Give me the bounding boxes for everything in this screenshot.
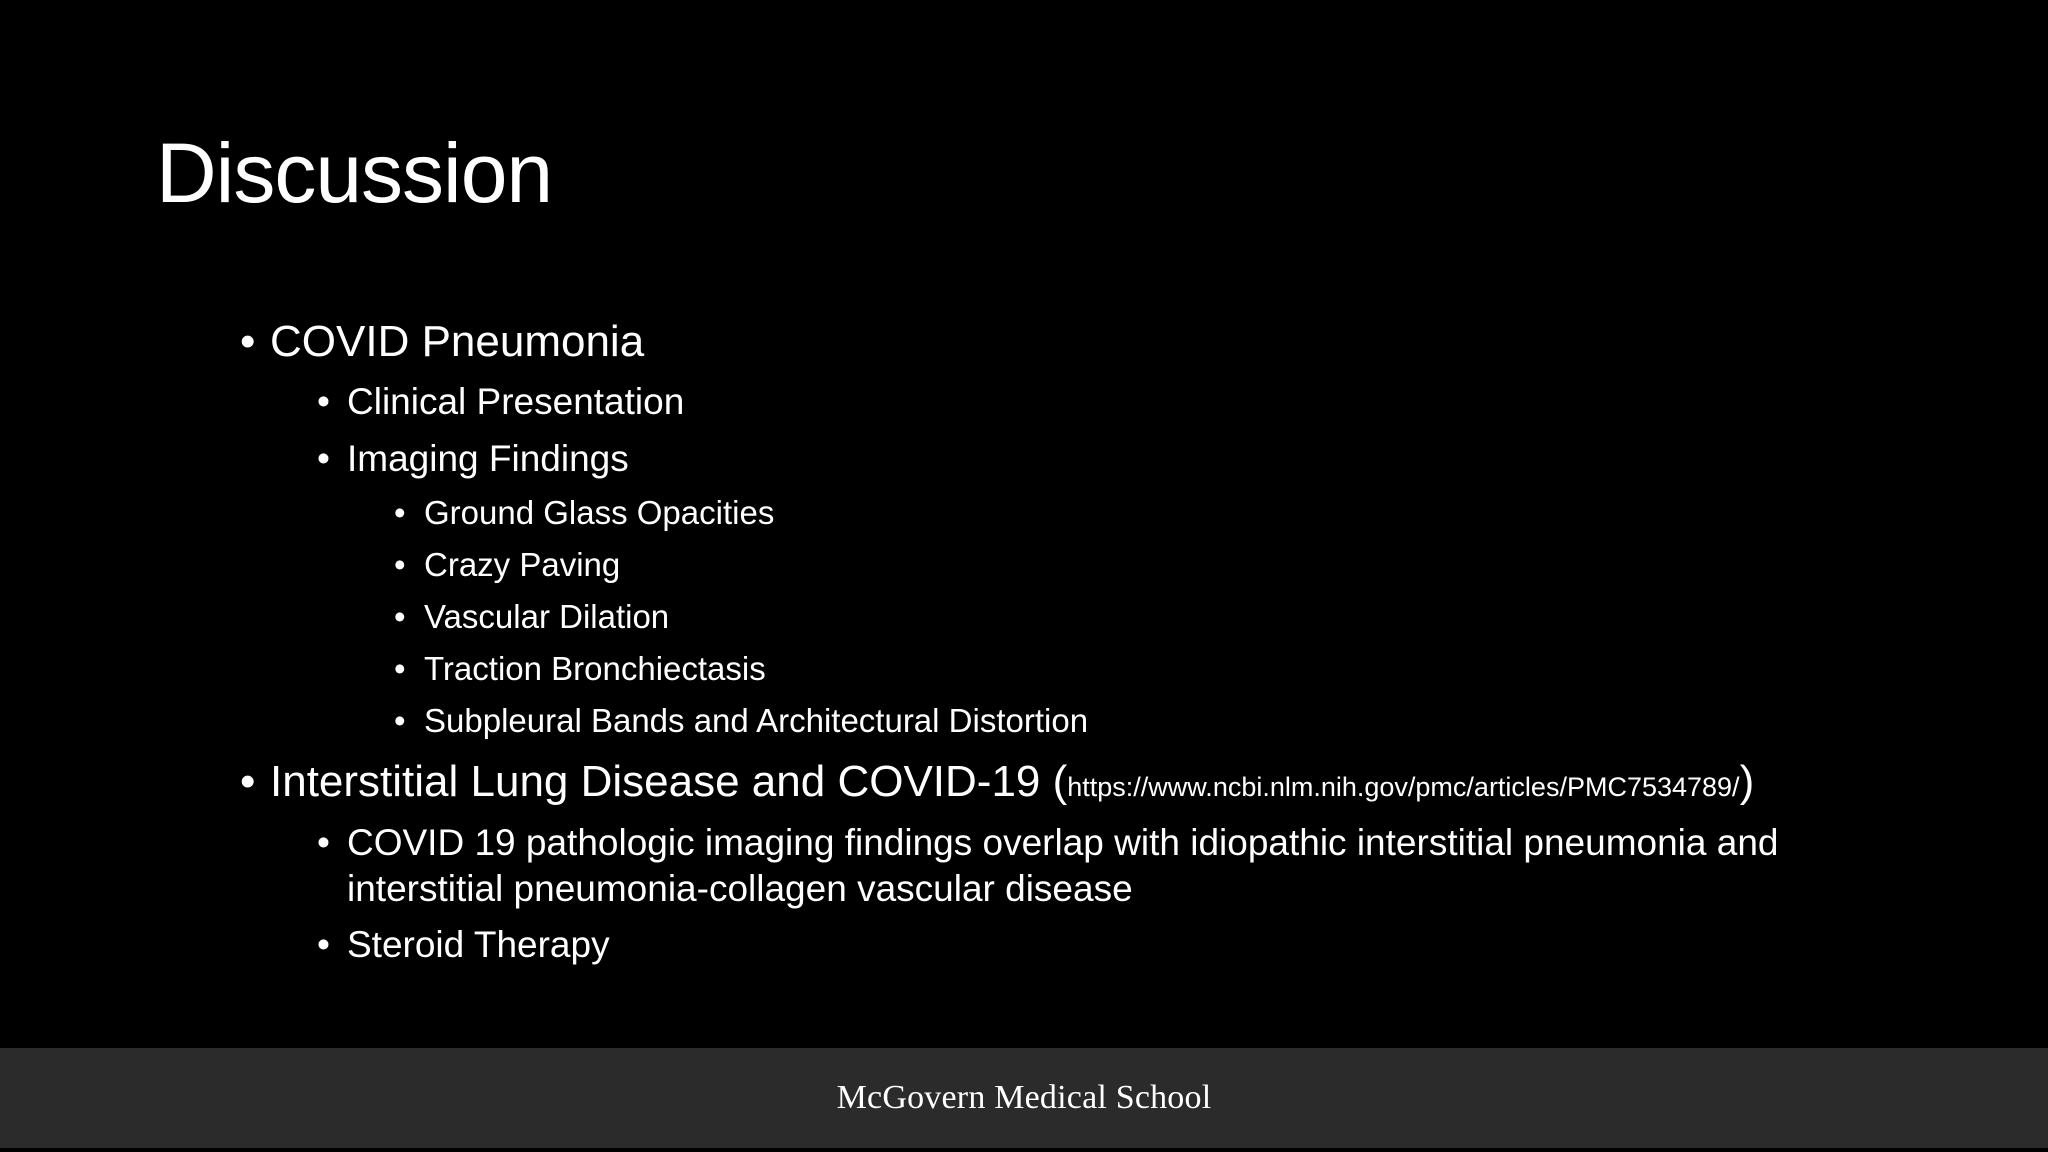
bullet-text: Ground Glass Opacities	[424, 494, 775, 531]
bullet-dot: •	[394, 702, 406, 739]
bullet-dot: •	[240, 757, 256, 806]
bullet-item-subpleural-bands	[394, 700, 1089, 742]
bullet-item-imaging-findings	[317, 436, 629, 482]
slide-title: Discussion	[156, 126, 553, 220]
footer-school-name: McGovern Medical School	[836, 1079, 1212, 1116]
bullet-dot: •	[317, 381, 330, 422]
bullet-text: COVID Pneumonia	[270, 317, 645, 366]
bullet-item-covid-pneumonia	[240, 314, 645, 370]
bullet-dot: •	[394, 494, 406, 531]
reference-link[interactable]: https://www.ncbi.nlm.nih.gov/pmc/articles/PMC7534789/	[1067, 772, 1740, 802]
bullet-text: Interstitial Lung Disease and COVID-19 (	[270, 757, 1068, 806]
bullet-text-line-2: interstitial pneumonia-collagen vascular disease	[347, 868, 1133, 909]
bullet-dot: •	[317, 822, 330, 863]
bullet-item-crazy-paving	[394, 544, 621, 586]
bullet-item-vascular-dilation	[394, 596, 670, 638]
bullet-text: Crazy Paving	[424, 546, 621, 583]
bullet-item-traction-bronchiectasis	[394, 648, 766, 690]
bullet-item-ground-glass-opacities	[394, 492, 775, 534]
bullet-dot: •	[394, 598, 406, 635]
bullet-text-line-1: COVID 19 pathologic imaging findings overlap with idiopathic interstitial pneumonia and	[347, 822, 1779, 863]
bullet-text: Steroid Therapy	[347, 924, 610, 965]
bullet-text: Imaging Findings	[347, 438, 629, 479]
bullet-item-imaging-overlap	[317, 820, 1779, 912]
bullet-dot: •	[394, 546, 406, 583]
bullet-dot: •	[317, 438, 330, 479]
bullet-dot: •	[317, 924, 330, 965]
bullet-text-suffix: )	[1739, 757, 1755, 806]
bullet-item-steroid-therapy	[317, 922, 610, 968]
bullet-item-clinical-presentation	[317, 379, 685, 425]
bullet-text: Subpleural Bands and Architectural Distortion	[424, 702, 1089, 739]
bullet-item-interstitial-lung-disease	[240, 754, 1755, 815]
bullet-dot: •	[240, 317, 256, 366]
bullet-text: Traction Bronchiectasis	[424, 650, 766, 687]
bullet-dot: •	[394, 650, 406, 687]
bottom-strip	[0, 1148, 2048, 1152]
bullet-text: Clinical Presentation	[347, 381, 685, 422]
bullet-text: Vascular Dilation	[424, 598, 670, 635]
footer-band	[0, 1048, 2048, 1148]
